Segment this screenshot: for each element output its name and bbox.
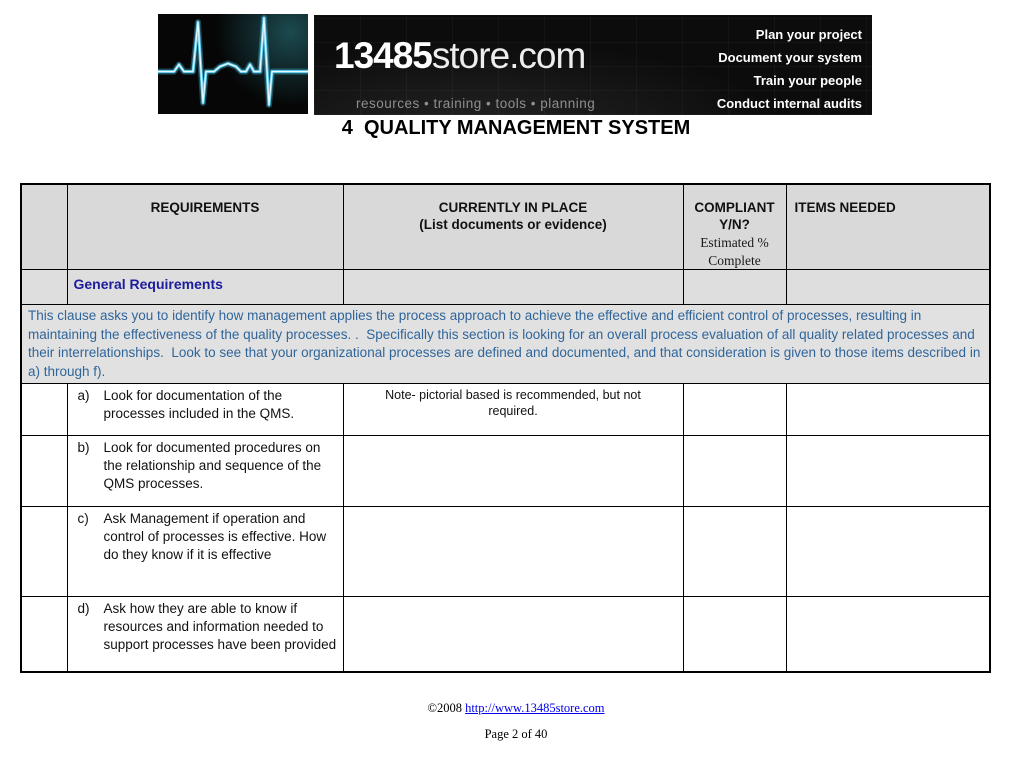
header-estimated-percent: Estimated % [700, 235, 769, 250]
brand-banner [314, 15, 872, 115]
copyright-text: ©2008 [427, 701, 466, 715]
clause-description-row [21, 305, 990, 384]
header-clause-blank [21, 184, 67, 270]
clause-description: This clause asks you to identify how management applies the process approach to achieve the effective and efficient control of processes, resulting in maintaining the effectiveness of the quality processes. . Specifically this section is looking for an overall process evaluation of all quality related processes and their interrelationships. Look to see that your organizational processes are defined and documented, and that consideration is given to those items described in a) through f). [21, 305, 990, 384]
tagline-document: Document your system [718, 50, 862, 65]
row-b-requirement-cell [67, 436, 343, 507]
banner-taglines [717, 23, 862, 115]
row-c-label: c) [77, 511, 89, 526]
row-d-requirement-cell [67, 597, 343, 672]
header-requirements: REQUIREMENTS [67, 184, 343, 270]
header-currently-in-place-line2: (List documents or evidence) [419, 217, 607, 232]
header-currently-in-place-line1: CURRENTLY IN PLACE [438, 200, 588, 215]
row-b-label: b) [77, 440, 90, 455]
page-indicator: Page 2 of 40 [484, 727, 548, 741]
row-b-requirement: Look for documented procedures on the relationship and sequence of the QMS processes. [103, 440, 322, 491]
row-c-items-cell [786, 507, 990, 597]
row-b-items-cell [786, 436, 990, 507]
tagline-train: Train your people [753, 73, 862, 88]
row-a-in-place-cell [343, 384, 683, 436]
header-compliant [683, 184, 786, 270]
row-c-requirement-cell [67, 507, 343, 597]
row-c-requirement: Ask Management if operation and control of processes is effective. How do they know if it is effective [103, 511, 327, 562]
store-link[interactable]: http://www.13485store.com [465, 701, 605, 715]
audit-checklist-table [20, 183, 991, 673]
row-a-note: Note- pictorial based is recommended, but not required. [385, 388, 641, 418]
row-b-compliant-cell [683, 436, 786, 507]
heartbeat-icon [158, 14, 308, 114]
section-in-place-cell [343, 270, 683, 305]
table-row [21, 597, 990, 672]
section-compliant-cell [683, 270, 786, 305]
row-c-clause-cell [21, 507, 67, 597]
brand-subtitle: resources • training • tools • planning [356, 96, 596, 111]
row-a-clause-cell [21, 384, 67, 436]
table-row [21, 384, 990, 436]
row-d-label: d) [77, 601, 90, 616]
row-d-clause-cell [21, 597, 67, 672]
table-row [21, 507, 990, 597]
row-c-in-place-cell [343, 507, 683, 597]
row-a-items-cell [786, 384, 990, 436]
table-header-row [21, 184, 990, 270]
row-a-requirement: Look for documentation of the processes included in the QMS. [103, 388, 295, 421]
brand-wordmark [334, 35, 596, 111]
page-title: 4 QUALITY MANAGEMENT SYSTEM [341, 117, 691, 139]
tagline-plan: Plan your project [755, 27, 862, 42]
row-d-compliant-cell [683, 597, 786, 672]
section-title-label: General Requirements [73, 276, 223, 292]
header-compliant-line2: Y/N? [719, 217, 750, 232]
row-a-label: a) [77, 388, 90, 403]
section-items-cell [786, 270, 990, 305]
row-d-in-place-cell [343, 597, 683, 672]
header-currently-in-place [343, 184, 683, 270]
section-title-cell [67, 270, 343, 305]
footer-copyright [0, 701, 1032, 716]
brand-domain: store.com [431, 35, 586, 76]
section-clause-cell [21, 270, 67, 305]
header-complete: Complete [708, 253, 761, 268]
section-row [21, 270, 990, 305]
brand-number: 13485 [334, 35, 432, 76]
row-d-items-cell [786, 597, 990, 672]
header-compliant-line1: COMPLIANT [694, 200, 775, 215]
row-a-requirement-cell [67, 384, 343, 436]
ekg-logo [158, 14, 308, 114]
tagline-audit: Conduct internal audits [716, 96, 862, 111]
row-d-requirement: Ask how they are able to know if resources and information needed to support processes have been provided [103, 601, 337, 652]
row-a-compliant-cell [683, 384, 786, 436]
row-c-compliant-cell [683, 507, 786, 597]
row-b-clause-cell [21, 436, 67, 507]
row-b-in-place-cell [343, 436, 683, 507]
header-items-needed: ITEMS NEEDED [786, 184, 990, 270]
table-row [21, 436, 990, 507]
